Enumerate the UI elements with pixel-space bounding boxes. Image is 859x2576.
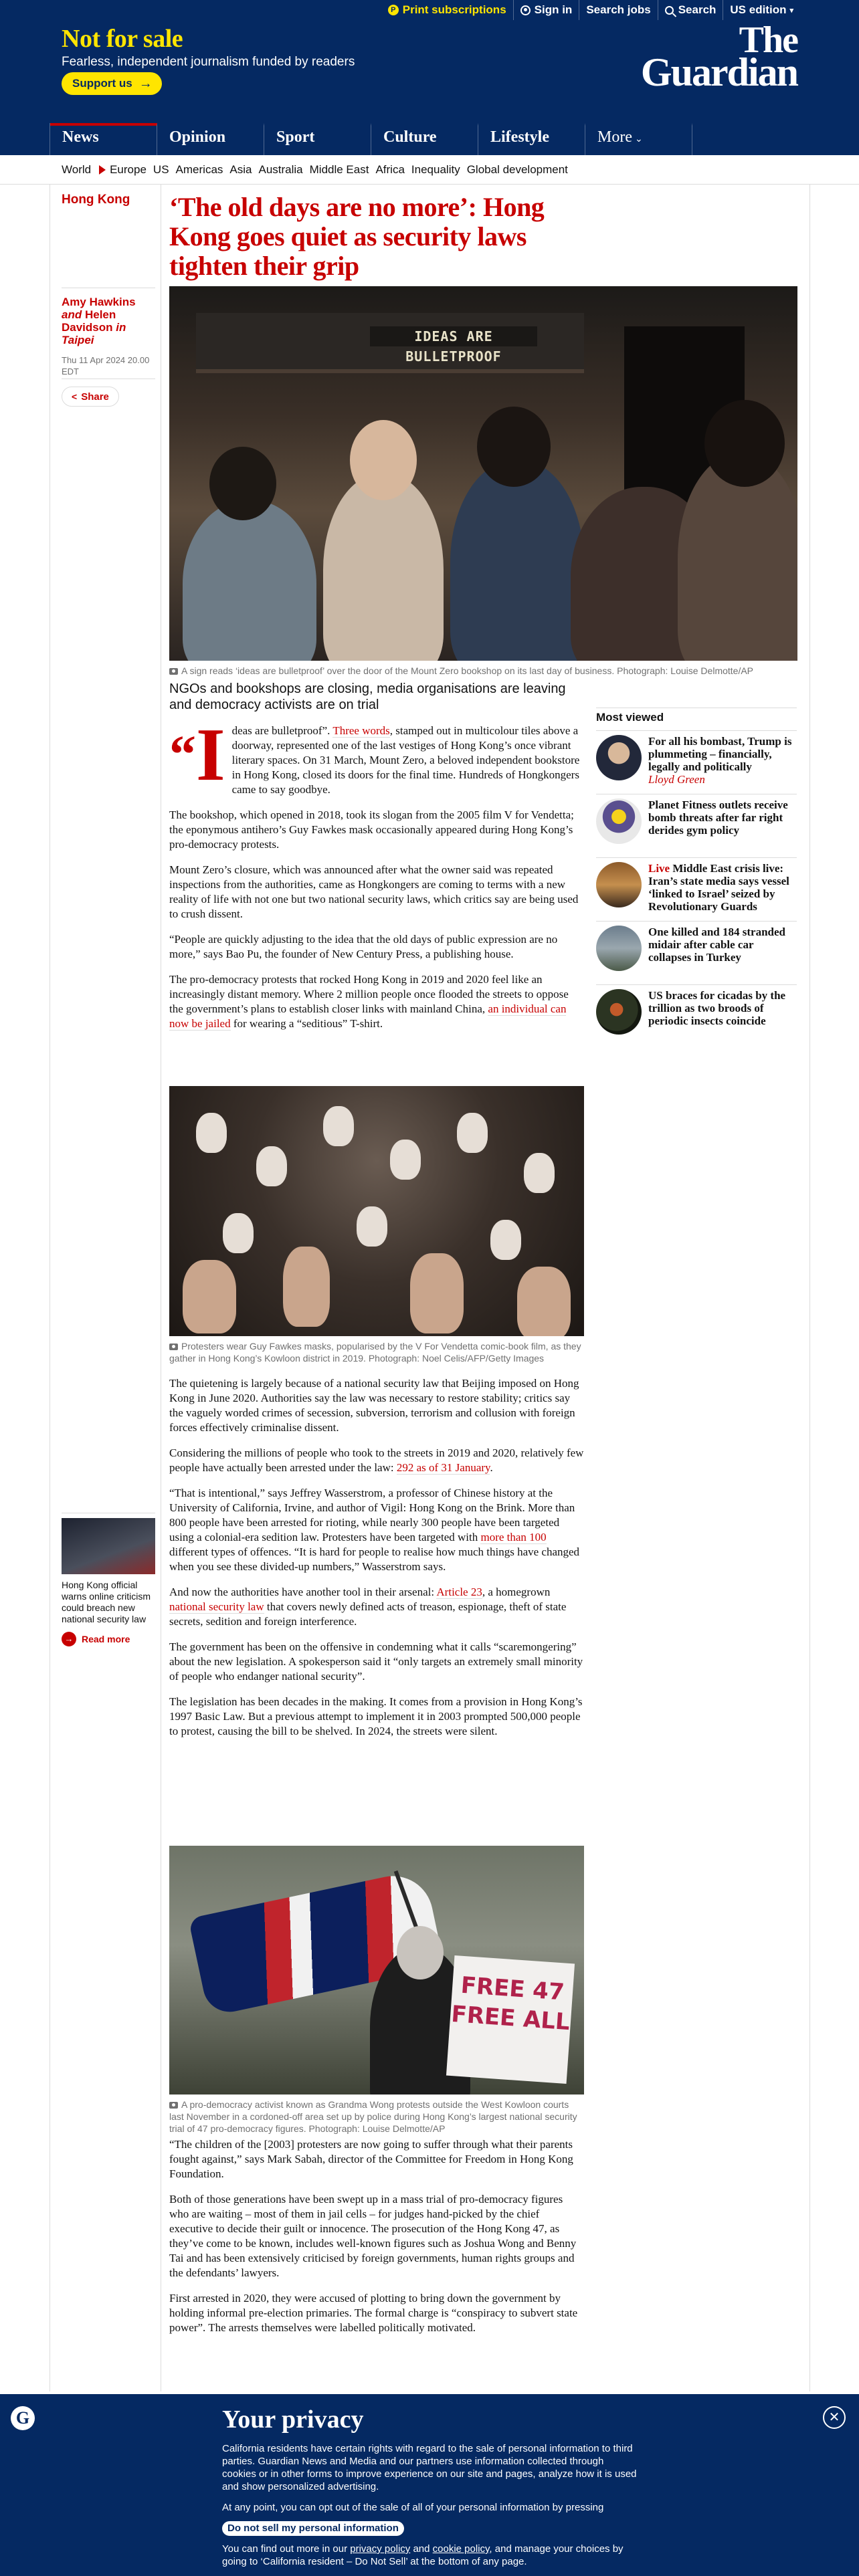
pillar-more[interactable] <box>585 123 692 155</box>
byline-and: and <box>62 308 82 321</box>
reader-tagline: Not for sale <box>62 25 183 53</box>
search-link[interactable] <box>658 0 723 20</box>
paragraph: The legislation has been decades in the making. It comes from a provision in Hong Kong’s 1997 Basic Law. But a previous attempt to implement it in 2003 prompted 500,000 people to protest, causing the bill to be shelved. In 2024, the streets were silent. <box>169 1695 583 1737</box>
search-label: Search <box>678 3 717 16</box>
privacy-banner <box>0 2394 859 2576</box>
hero-sign-text: IDEAS ARE BULLETPROOF <box>370 326 537 346</box>
most-viewed-item[interactable] <box>596 984 797 1048</box>
person-head <box>477 407 551 487</box>
share-button[interactable] <box>62 387 119 407</box>
read-more-link[interactable] <box>62 1632 155 1646</box>
link-article-23[interactable]: Article 23 <box>436 1586 482 1598</box>
top-bar <box>381 0 859 20</box>
live-badge: Live <box>648 862 670 875</box>
search-icon <box>665 6 674 15</box>
subnav-us[interactable]: US <box>153 163 169 176</box>
most-viewed-thumbnail <box>596 989 642 1035</box>
subnav-middle-east[interactable]: Middle East <box>309 163 369 176</box>
support-us-button[interactable] <box>62 72 162 95</box>
related-story-title: Hong Kong official warns online criticism could breach new national security law <box>62 1580 151 1624</box>
mask-shape <box>390 1140 421 1180</box>
close-button[interactable]: ✕ <box>823 2406 846 2429</box>
most-viewed-thumbnail <box>596 798 642 844</box>
paragraph <box>169 972 584 1031</box>
related-story-thumbnail <box>62 1518 155 1574</box>
chevron-down-icon: ▾ <box>789 6 793 15</box>
privacy-policy-link[interactable]: privacy policy <box>350 2543 411 2555</box>
print-icon: P <box>388 5 399 15</box>
most-viewed-headline: Planet Fitness outlets receive bomb threats after far right derides gym policy <box>648 798 788 837</box>
mask-shape <box>524 1153 555 1193</box>
pillar-opinion[interactable]: Opinion <box>157 123 264 155</box>
mask-shape <box>223 1213 254 1253</box>
raised-hand <box>283 1247 330 1327</box>
paragraph <box>169 1446 584 1475</box>
standfirst: NGOs and bookshops are closing, media organisations are leaving and democracy activists are on trial <box>169 681 566 712</box>
privacy-text: At any point, you can opt out of the sale of all of your personal information by pressing <box>222 2502 604 2513</box>
p5-text-b: for wearing a “seditious” T-shirt. <box>233 1017 383 1030</box>
print-subscriptions-link[interactable] <box>381 0 513 20</box>
article-body-part-2 <box>169 1376 584 1749</box>
most-viewed-text: Middle East crisis live: Iran’s state media says vessel ‘linked to Israel’ seized by Revolutionary Guards <box>648 862 789 913</box>
edition-selector[interactable] <box>723 0 800 20</box>
arrow-right-icon: → <box>62 1632 76 1646</box>
most-viewed-thumbnail <box>596 926 642 971</box>
most-viewed-author: Lloyd Green <box>648 773 705 786</box>
chevron-down-icon: ⌄ <box>634 134 643 144</box>
image-caption <box>169 1340 584 1364</box>
subnav-inequality[interactable]: Inequality <box>411 163 460 176</box>
most-viewed-item[interactable] <box>596 794 797 857</box>
most-viewed-heading: Most viewed <box>596 708 797 730</box>
link-three-words[interactable]: Three words <box>332 724 390 737</box>
subnav-global-development[interactable]: Global development <box>466 163 568 176</box>
image-caption <box>169 2099 584 2135</box>
pillar-news[interactable]: News <box>50 123 157 155</box>
most-viewed-headline <box>648 862 797 921</box>
pillar-lifestyle[interactable]: Lifestyle <box>478 123 585 155</box>
privacy-title: Your privacy <box>222 2405 364 2434</box>
camera-icon <box>169 1344 178 1350</box>
mask-shape <box>457 1113 488 1153</box>
most-viewed-item[interactable] <box>596 857 797 921</box>
p8-text-b: different types of offences. “It is hard for people to realise how much things have changed when you see these divided-up numbers,” Wasserstrom says. <box>169 1545 580 1573</box>
read-more-label: Read more <box>82 1634 130 1644</box>
p9-text-a: And now the authorities have another tool in their arsenal: <box>169 1586 435 1598</box>
byline-in: in <box>116 321 126 334</box>
paragraph: Mount Zero’s closure, which was announced after what the owner said was repeated inspections from the authorities, came as Hongkongers are coming to terms with a new reality of life with not one but two national security laws, which critics say are being used to crush dissent. <box>169 863 579 920</box>
camera-icon <box>169 2102 178 2109</box>
share-label: Share <box>81 391 109 403</box>
reader-subline: Fearless, independent journalism funded by readers <box>62 55 355 69</box>
paragraph: Both of those generations have been swept up in a mass trial of pro-democracy figures who are waiting – most of them in jail cells – for judges hand-picked by the chief executive to decide their guilt or innocence. The prosecution of the Hong Kong 47, as they’ve come to be known, includes well-known figures such as Joshua Wong and Benny Tai and has been extensively criticised by foreign governments, human rights groups and the defendants’ lawyers. <box>169 2193 577 2279</box>
protest-masks-image <box>169 1086 584 1336</box>
p5-text-a: The pro-democracy protests that rocked Hong Kong in 2019 and 2020 feel like an increasingly distant memory. Where 2 million people once flooded the streets to oppose the government’s plans to establish closer links with mainland China, <box>169 973 569 1015</box>
pillar-culture[interactable]: Culture <box>371 123 478 155</box>
hero-image <box>169 286 797 661</box>
section-label[interactable]: Hong Kong <box>62 193 130 207</box>
camera-icon <box>169 668 178 675</box>
paragraph: “The children of the [2003] protesters are now going to suffer through what their parents fought against,” says Mark Sabah, director of the Committee for Freedom in Hong Kong Foundation. <box>169 2138 573 2180</box>
privacy-text-c: , and manage your choices by going to ‘California resident – Do Not Sell’ at the bottom of any page. <box>222 2543 624 2567</box>
hero-caption <box>169 665 797 677</box>
person-figure <box>183 500 316 661</box>
guardian-logo[interactable] <box>640 19 797 94</box>
article-body-part-1 <box>169 714 584 1042</box>
paragraph <box>169 1486 584 1574</box>
person-head <box>397 1926 444 1979</box>
subnav-asia[interactable]: Asia <box>229 163 252 176</box>
person-icon <box>520 5 531 15</box>
mask-shape <box>323 1106 354 1146</box>
logo-line-1: The <box>739 19 797 61</box>
byline <box>62 296 155 346</box>
p9-text-b: , a homegrown <box>482 1586 551 1598</box>
publish-date: Thu 11 Apr 2024 20.00 EDT <box>62 355 150 377</box>
paragraph: First arrested in 2020, they were accused of plotting to bring down the government by holding informal pre-election primaries. The formal charge is “conspiracy to subvert state power”. The arrests themselves were labelled politically motivated. <box>169 2292 578 2334</box>
pillar-sport[interactable]: Sport <box>264 123 371 155</box>
most-viewed-thumbnail <box>596 862 642 907</box>
subnav-americas[interactable]: Americas <box>175 163 223 176</box>
link-292-arrests[interactable]: 292 as of 31 January <box>396 1461 490 1474</box>
support-us-label: Support us <box>72 77 132 90</box>
sign-in-link[interactable] <box>513 0 579 20</box>
most-viewed-thumbnail <box>596 735 642 780</box>
most-viewed-item[interactable] <box>596 730 797 794</box>
cookie-policy-link[interactable]: cookie policy <box>432 2543 490 2555</box>
paragraph: The quietening is largely because of a national security law that Beijing imposed on Hong Kong in June 2020. Authorities say the law was necessary to restore stability; critics say the vaguely worded crimes of secession, subversion, terrorism and collusion with foreign forces effectively criminalise dissent. <box>169 1377 579 1434</box>
raised-hand <box>517 1267 571 1336</box>
triangle-right-icon <box>99 165 106 175</box>
paragraph: “People are quickly adjusting to the idea that the old days of public expression are no more,” says Bao Pu, the founder of New Century Press, a publishing house. <box>169 933 558 960</box>
person-head <box>350 420 417 500</box>
raised-hand <box>410 1253 464 1333</box>
privacy-text: California residents have certain rights with regard to the sale of personal information to third parties. Guardian News and Media and our partners use information collected through cookies or in other forms to improve experience on our site and pages, analyze how it is used and show personalized advertising. <box>222 2443 637 2492</box>
author-link-amy-hawkins[interactable]: Amy Hawkins <box>62 296 136 308</box>
sign-in-label: Sign in <box>534 3 573 16</box>
pillar-more-label: More <box>597 128 632 146</box>
protest-placard: FREE 47 FREE ALL <box>446 1955 575 2084</box>
paragraph: The bookshop, which opened in 2018, took its slogan from the 2005 film V for Vendetta; the eponymous antihero’s Guy Fawkes mask occasionally appeared during Hong Kong’s pro-democracy protests. <box>169 809 574 851</box>
person-figure <box>450 460 584 661</box>
link-individual-jailed[interactable]: an individual can now be jailed <box>169 1002 567 1030</box>
mask-shape <box>357 1206 387 1247</box>
pillar-nav <box>50 123 809 155</box>
most-viewed-headline: US braces for cicadas by the trillion as two broods of periodic insects coincide <box>648 989 786 1027</box>
most-viewed <box>596 708 797 1048</box>
mask-shape <box>256 1146 287 1186</box>
p8-text-a: “That is intentional,” says Jeffrey Wasserstrom, a professor of Chinese history at the University of California, Irvine, and author of Vigil: Hong Kong on the Brink. More than 800 people have been arrested for rioting, while nearly 300 people have been targeted using a colonial-era sedition law. Protesters have been targeted with <box>169 1487 575 1543</box>
arrow-right-icon: → <box>138 76 153 91</box>
person-figure <box>323 473 444 661</box>
print-subscriptions-label: Print subscriptions <box>402 3 506 16</box>
subnav-australia[interactable]: Australia <box>258 163 303 176</box>
privacy-text-a: You can find out more in our <box>222 2543 348 2555</box>
search-jobs-link[interactable] <box>579 0 657 20</box>
logo-line-2: Guardian <box>640 50 797 94</box>
author-link-helen-davidson[interactable]: Helen Davidson <box>62 308 116 334</box>
edition-label: US edition <box>730 3 787 16</box>
raised-hand <box>183 1260 236 1333</box>
share-icon: < <box>72 391 78 402</box>
grandma-wong-image <box>169 1846 584 2095</box>
mask-shape <box>196 1113 227 1153</box>
quote-mark: “ <box>169 726 196 784</box>
p1-text-b: , stamped out in multicolour tiles above a doorway, represented one of the last vestiges of Hong Kong’s once vibrant literary spaces. On 31 March, Mount Zero, a beloved independent bookstore in Hong Kong, closed its doors for the final time. Hundreds of Hongkongers came to say goodbye. <box>231 724 580 796</box>
p9-text-c: that covers newly defined acts of treason, espionage, theft of state secrets, sedition and foreign interference. <box>169 1600 567 1628</box>
article-body-part-3 <box>169 2137 584 2346</box>
privacy-text-b: and <box>413 2543 430 2555</box>
mask-shape <box>490 1220 521 1260</box>
most-viewed-headline <box>648 735 797 794</box>
link-more-than-100[interactable]: more than 100 <box>480 1531 547 1543</box>
most-viewed-text: For all his bombast, Trump is plummeting – financially, legally and politically <box>648 735 792 773</box>
image-caption-text: A pro-democracy activist known as Grandma Wong protests outside the West Kowloon courts last November in a cordoned-off area set up by police during Hong Kong’s largest national security trial of 47 pro-democracy figures. Photograph: Louise Delmotte/AP <box>169 2099 577 2134</box>
privacy-text <box>222 2543 637 2568</box>
search-jobs-label: Search jobs <box>586 3 651 16</box>
subnav-world[interactable]: World <box>62 163 92 176</box>
p1-text-a: deas are bulletproof”. <box>231 724 330 737</box>
hero-caption-text: A sign reads ‘ideas are bulletproof’ over the door of the Mount Zero bookshop on its last day of business. Photograph: Louise Delmotte/AP <box>181 665 754 676</box>
most-viewed-item[interactable] <box>596 921 797 984</box>
p7-text-a: Considering the millions of people who took to the streets in 2019 and 2020, relatively few people have actually been arrested under the law: <box>169 1446 584 1474</box>
column-divider <box>809 185 810 2391</box>
do-not-sell-button[interactable]: Do not sell my personal information <box>222 2521 404 2536</box>
paragraph: The government has been on the offensive in condemning what it calls “scaremongering” about the new legislation. A spokesperson said it “only targets an extremely small minority of people who endanger national security”. <box>169 1640 583 1683</box>
paragraph <box>169 1585 584 1629</box>
byline-place: Taipei <box>62 334 94 346</box>
article-headline: ‘The old days are no more’: Hong Kong goes quiet as security laws tighten their grip <box>169 192 545 281</box>
subnav-europe[interactable]: Europe <box>110 163 147 176</box>
subnav-africa[interactable]: Africa <box>375 163 405 176</box>
link-national-security-law[interactable]: national security law <box>169 1600 264 1613</box>
masthead <box>0 0 859 155</box>
sub-nav <box>0 155 859 185</box>
most-viewed-headline: One killed and 184 stranded midair after cable car collapses in Turkey <box>648 926 785 964</box>
guardian-g-icon: G <box>11 2406 35 2430</box>
p7-text-b: . <box>490 1461 493 1474</box>
paragraph <box>169 714 584 797</box>
drop-cap <box>169 714 225 796</box>
related-story-card[interactable] <box>62 1518 155 1646</box>
image-caption-text: Protesters wear Guy Fawkes masks, popularised by the V For Vendetta comic-book film, as they gather in Hong Kong’s Kowloon district in 2019. Photograph: Noel Celis/AFP/Getty Images <box>169 1341 581 1364</box>
person-head <box>209 447 276 520</box>
drop-cap-letter: I <box>196 714 225 796</box>
person-head <box>704 400 785 487</box>
